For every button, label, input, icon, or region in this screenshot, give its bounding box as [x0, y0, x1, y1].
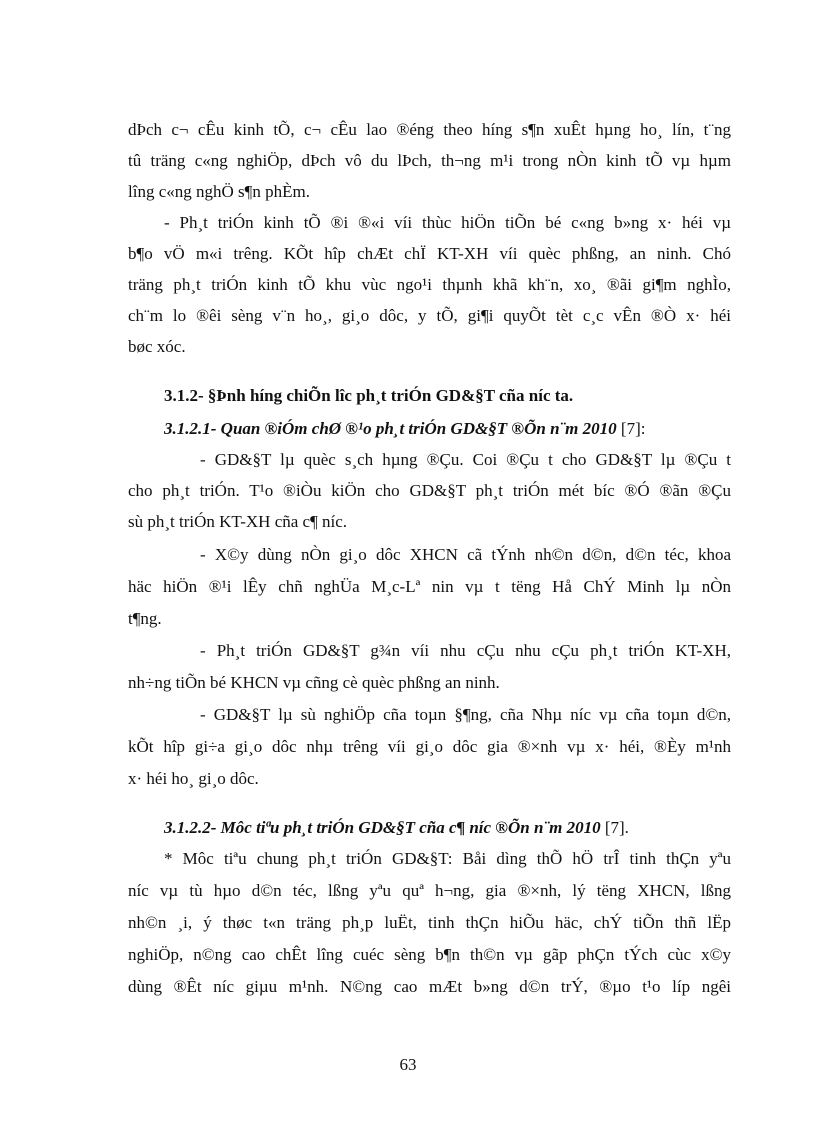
body-text-line: lîng c«ng nghÖ s¶n phÈm. [128, 182, 310, 201]
body-text-line: sù ph¸t triÓn KT-XH cña c¶ níc. [128, 512, 348, 531]
page-number: 63 [399, 1055, 417, 1074]
subsection-title: 3.1.2.1- Quan ®iÓm chØ ®¹o ph¸t triÓn GD&§T ®Õn n¨m 2010 [164, 419, 617, 438]
citation: [7]. [604, 818, 629, 837]
body-text-line: * Môc tiªu chung ph¸t triÓn GD&§T: Båi dìng thÕ hÖ trÎ tinh thÇn yªu [164, 849, 731, 868]
body-text-line: x· héi ho¸ gi¸o dôc. [128, 769, 259, 788]
body-text-line: nh©n ¸i, ý thøc t«n träng ph¸p luËt, tinh thÇn hiÕu häc, chÝ tiÕn thñ lËp [128, 913, 731, 932]
subsection-title: 3.1.2.2- Môc tiªu ph¸t triÓn GD&§T cña c¶ níc ®Õn n¨m 2010 [164, 818, 601, 837]
subsection-heading [164, 817, 629, 839]
section-heading: 3.1.2- §Þnh híng chiÕn lîc ph¸t triÓn GD&§T cña níc ta. [164, 386, 574, 405]
body-text-line: - GD&§T lµ quèc s¸ch hµng ®Çu. Coi ®Çu t cho GD&§T lµ ®Çu t [200, 450, 731, 469]
body-text-line: b¶o vÖ m«i trêng. KÕt hîp chÆt chÏ KT-XH víi quèc phßng, an ninh. Chó [128, 244, 731, 263]
body-text-line: ch¨m lo ®êi sèng v¨n ho¸, gi¸o dôc, y tÕ, gi¶i quyÕt tèt c¸c vÊn ®Ò x· héi [128, 306, 731, 325]
body-text-line: - Ph¸t triÓn GD&§T g¾n víi nhu cÇu nhu cÇu ph¸t triÓn KT-XH, [200, 641, 731, 660]
citation: [7]: [620, 419, 646, 438]
body-text-line: dÞch c¬ cÊu kinh tÕ, c¬ cÊu lao ®éng theo híng s¶n xuÊt hµng ho¸ lín, t¨ng [128, 120, 731, 139]
body-text-line: nh÷ng tiÕn bé KHCN vµ cñng cè quèc phßng an ninh. [128, 673, 500, 692]
body-text-line: häc hiÖn ®¹i lÊy chñ nghÜa M¸c-Lª nin vµ t tëng Hå ChÝ Minh lµ nÒn [128, 577, 731, 596]
body-text-line: - GD&§T lµ sù nghiÖp cña toµn §¶ng, cña Nhµ níc vµ cña toµn d©n, [200, 705, 731, 724]
body-text-line: - Ph¸t triÓn kinh tÕ ®i ®«i víi thùc hiÖn tiÕn bé c«ng b»ng x· héi vµ [164, 213, 731, 232]
body-text-line: kÕt hîp gi÷a gi¸o dôc nhµ trêng víi gi¸o dôc gia ®×nh vµ x· héi, ®Èy m¹nh [128, 737, 731, 756]
body-text-line: bøc xóc. [128, 337, 186, 356]
body-text-line: t¶ng. [128, 609, 162, 628]
body-text-line: tû träng c«ng nghiÖp, dÞch vô du lÞch, th¬ng m¹i trong nÒn kinh tÕ vµ hµm [128, 151, 731, 170]
body-text-line: cho ph¸t triÓn. T¹o ®iÒu kiÖn cho GD&§T ph¸t triÓn mét bíc ®Ó ®ãn ®Çu [128, 481, 731, 500]
body-text-line: nghiÖp, n©ng cao chÊt lîng cuéc sèng b¶n th©n vµ gãp phÇn tÝch cùc x©y [128, 945, 731, 964]
body-text-line: träng ph¸t triÓn kinh tÕ khu vùc ngo¹i thµnh khã kh¨n, xo¸ ®ãi gi¶m nghÌo, [128, 275, 731, 294]
body-text-line: níc vµ tù hµo d©n téc, lßng yªu quª h¬ng, gia ®×nh, lý tëng XHCN, lßng [128, 881, 731, 900]
subsection-heading [164, 418, 645, 440]
body-text-line: - X©y dùng nÒn gi¸o dôc XHCN cã tÝnh nh©n d©n, d©n téc, khoa [200, 545, 731, 564]
body-text-line: dùng ®Êt níc giµu m¹nh. N©ng cao mÆt b»ng d©n trÝ, ®µo t¹o líp ngêi [128, 977, 731, 996]
